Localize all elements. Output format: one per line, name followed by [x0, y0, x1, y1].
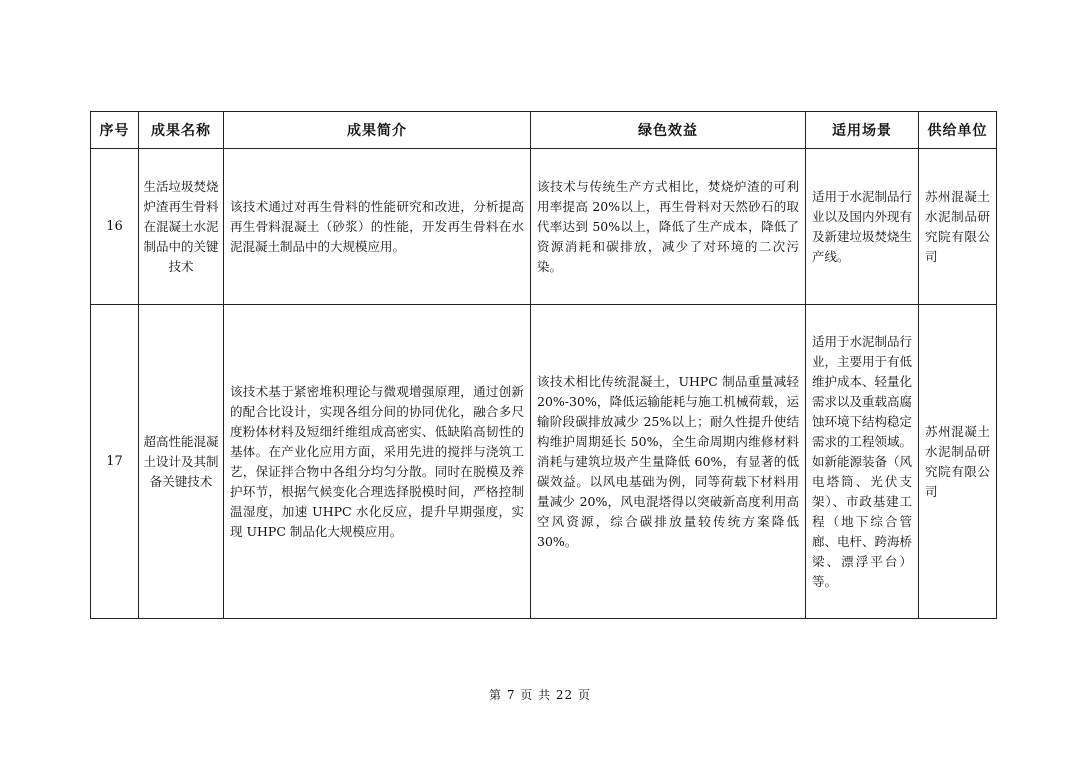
row-name: 生活垃圾焚烧炉渣再生骨料在混凝土水泥制品中的关键技术 — [139, 149, 224, 305]
row-summary: 该技术基于紧密堆积理论与微观增强原理，通过创新的配合比设计，实现各组分间的协同优化，融合多尺度粉体材料及短细纤维组成高密实、低缺陷高韧性的基体。在产业化应用方面，采用先进的搅拌与浇筑工艺，保证拌合物中各组分均匀分散。同时在脱模及养护环节，根据气候变化合理选择脱模时间，严格控制温湿度，加速 UHPC 水化反应，提升早期强度，实现 UHPC 制品化大规模应用。 — [224, 305, 531, 619]
row-number: 17 — [91, 305, 139, 619]
row-scenario: 适用于水泥制品行业，主要用于有低维护成本、轻量化需求以及重载高腐蚀环境下结构稳定需求的工程领域。如新能源装备（风电塔筒、光伏支架）、市政基建工程（地下综合管廊、电杆、跨海桥梁、漂浮平台）等。 — [806, 305, 919, 619]
header-benefit: 绿色效益 — [531, 112, 806, 149]
row-name: 超高性能混凝土设计及其制备关键技术 — [139, 305, 224, 619]
results-table — [90, 111, 997, 619]
table-row — [91, 305, 997, 619]
row-scenario: 适用于水泥制品行业以及国内外现有及新建垃圾焚烧生产线。 — [806, 149, 919, 305]
header-number: 序号 — [91, 112, 139, 149]
table-row — [91, 149, 997, 305]
header-name: 成果名称 — [139, 112, 224, 149]
header-supplier: 供给单位 — [919, 112, 997, 149]
header-summary: 成果简介 — [224, 112, 531, 149]
row-benefit: 该技术与传统生产方式相比，焚烧炉渣的可利用率提高 20%以上，再生骨料对天然砂石的取代率达到 50%以上，降低了生产成本，降低了资源消耗和碳排放，减少了对环境的二次污染。 — [531, 149, 806, 305]
table-header-row — [91, 112, 997, 149]
header-scenario: 适用场景 — [806, 112, 919, 149]
row-supplier: 苏州混凝土水泥制品研究院有限公司 — [919, 305, 997, 619]
row-benefit: 该技术相比传统混凝土，UHPC 制品重量减轻 20%-30%，降低运输能耗与施工机械荷载，运输阶段碳排放减少 25%以上；耐久性提升使结构维护周期延长 50%，全生命周期内维修材料消耗与建筑垃圾产生量降低 60%，有显著的低碳效益。以风电基础为例，同等荷载下材料用量减少 20%，风电混塔得以突破新高度利用高空风资源，综合碳排放量较传统方案降低 30%。 — [531, 305, 806, 619]
page-number: 第 7 页 共 22 页 — [489, 688, 591, 702]
row-number: 16 — [91, 149, 139, 305]
row-summary: 该技术通过对再生骨料的性能研究和改进，分析提高再生骨料混凝土（砂浆）的性能，开发再生骨料在水泥混凝土制品中的大规模应用。 — [224, 149, 531, 305]
row-supplier: 苏州混凝土水泥制品研究院有限公司 — [919, 149, 997, 305]
